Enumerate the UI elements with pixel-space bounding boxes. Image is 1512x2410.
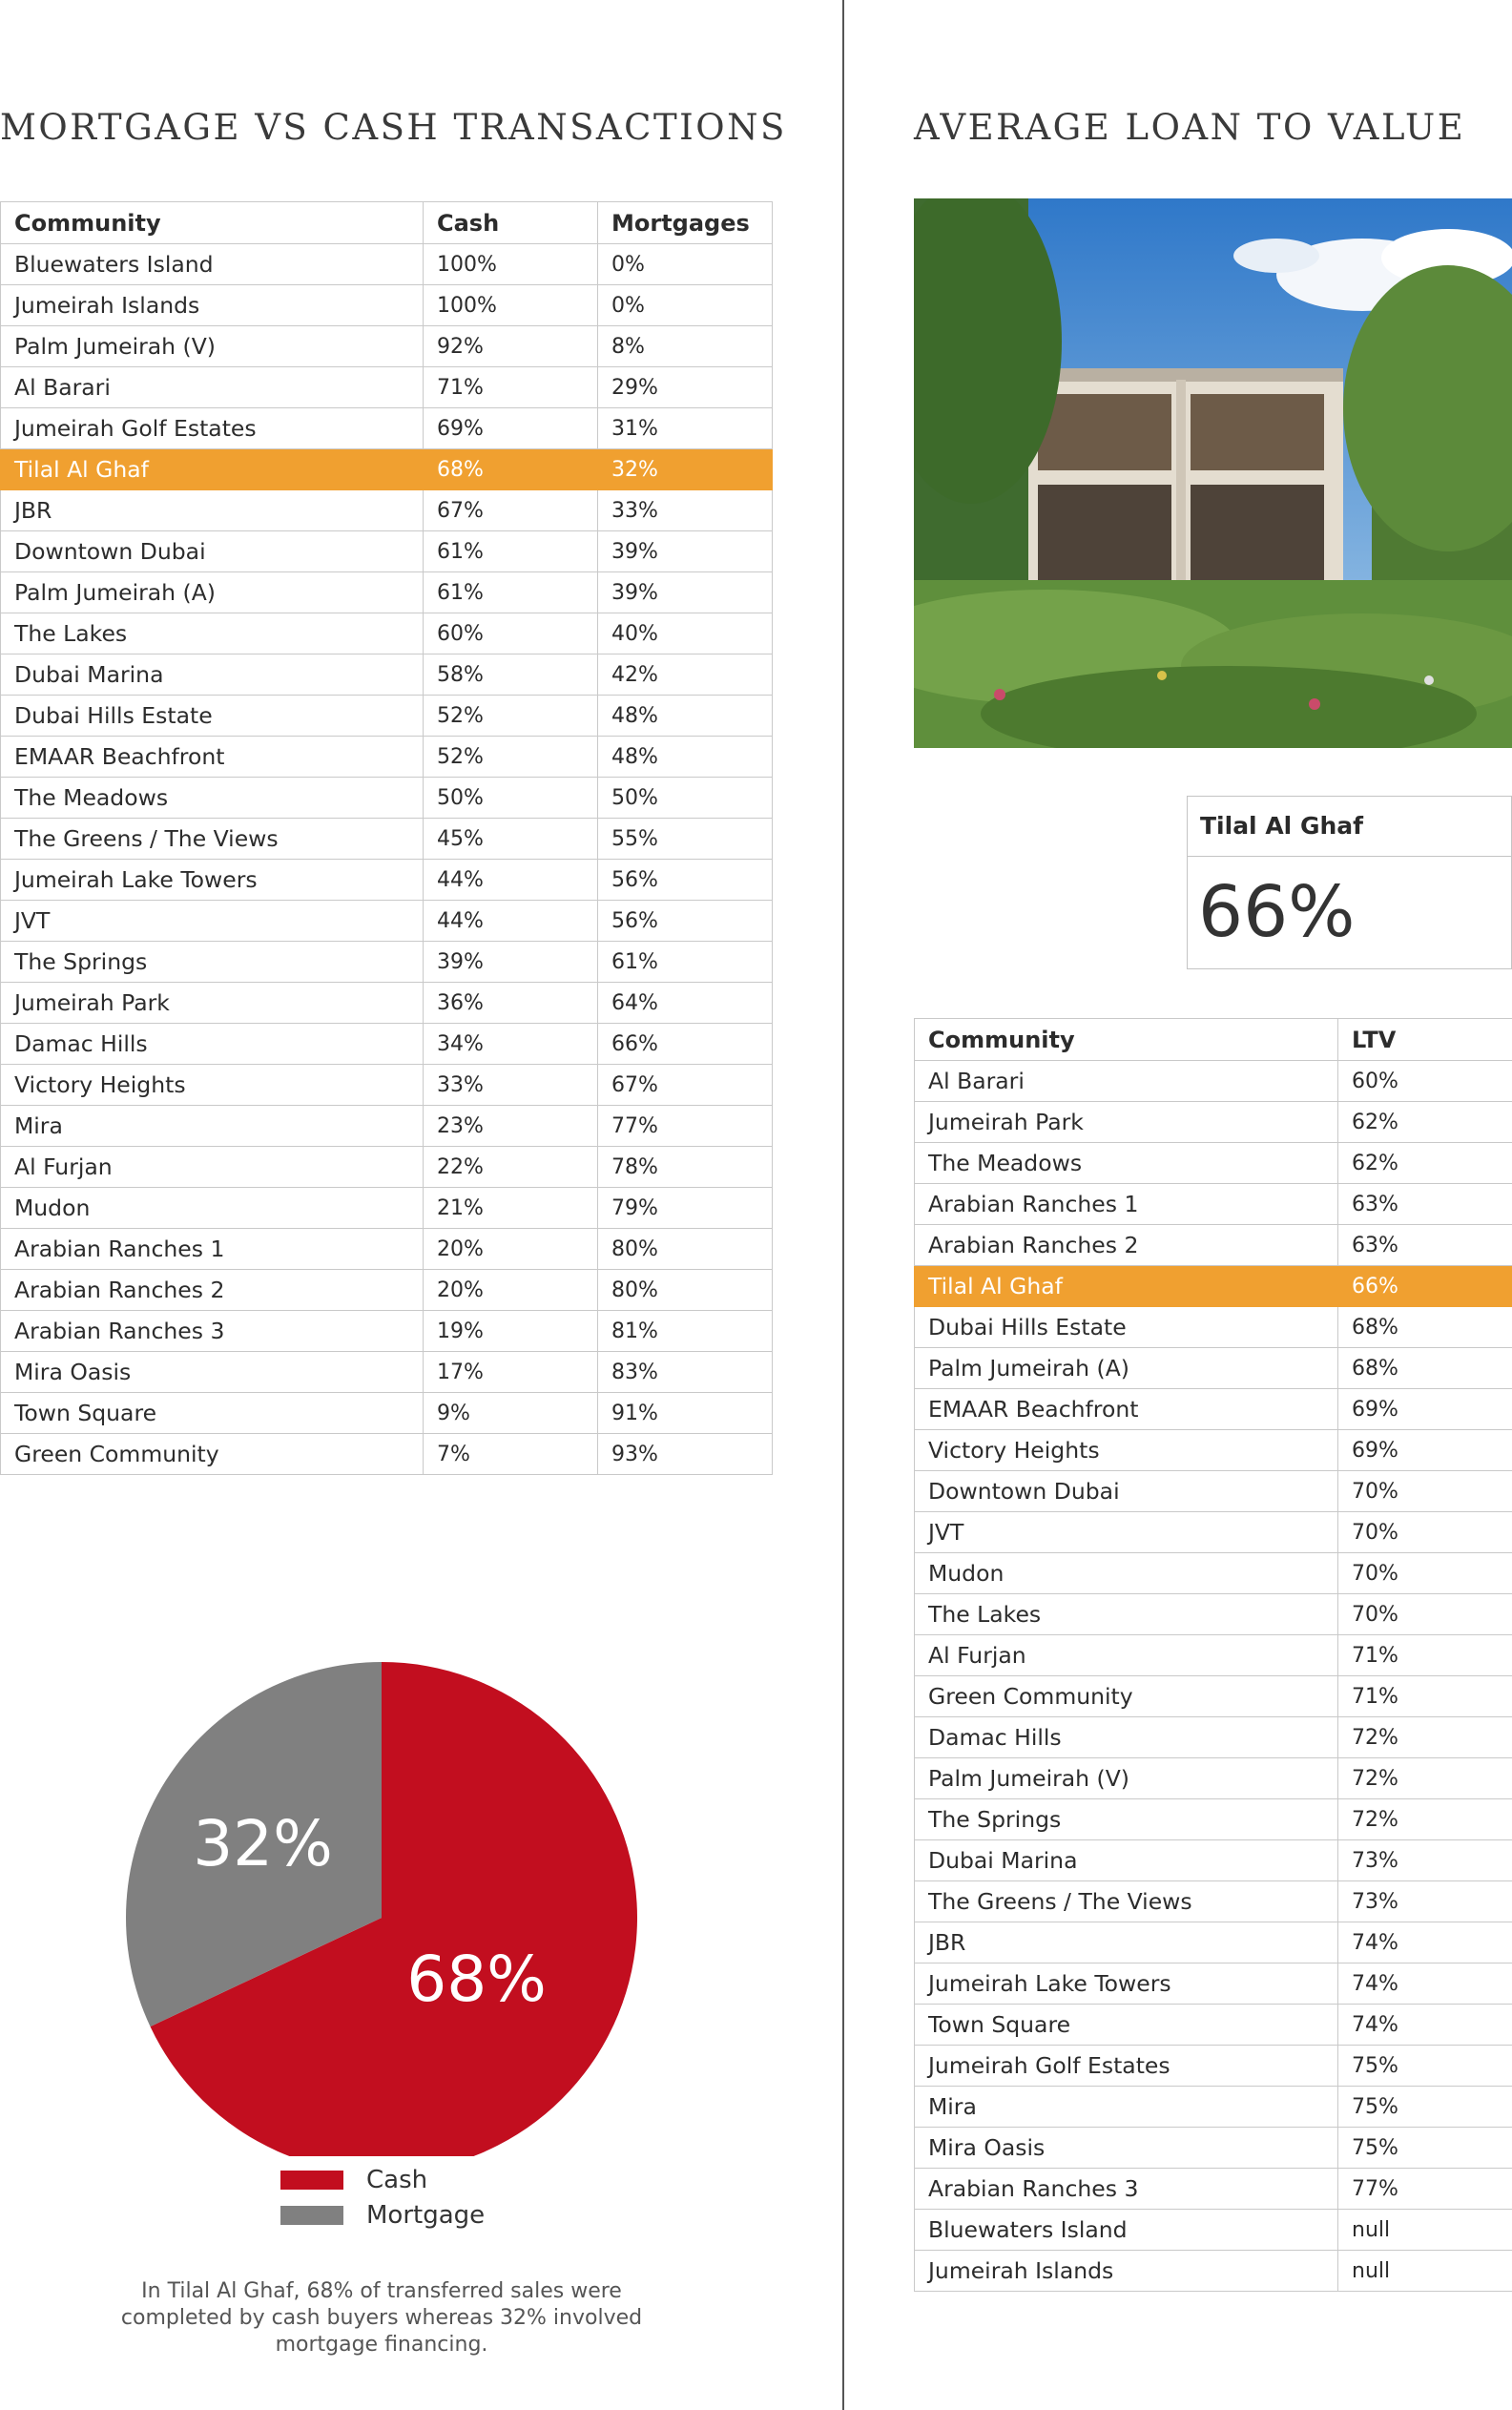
community-cell: Arabian Ranches 3 [915,2169,1338,2210]
table-row [1,819,773,860]
ltv-value-cell: 63% [1338,1184,1512,1225]
legend-label-cash: Cash [366,2165,428,2194]
table-row [915,1471,1512,1512]
cash-value-cell: 80% [598,1270,773,1311]
cash-value-cell: 34% [424,1024,598,1065]
cash-header-0: Community [1,202,424,244]
community-cell: Mudon [1,1188,424,1229]
cash-value-cell: 56% [598,901,773,942]
cash-value-cell: 61% [424,572,598,613]
table-row [915,2128,1512,2169]
table-row [1,531,773,572]
cash-value-cell: 78% [598,1147,773,1188]
table-row [1,1106,773,1147]
ltv-value-cell: 68% [1338,1348,1512,1389]
community-cell: Al Furjan [1,1147,424,1188]
community-cell: Dubai Hills Estate [915,1307,1338,1348]
ltv-value-cell: 63% [1338,1225,1512,1266]
community-cell: Jumeirah Golf Estates [915,2046,1338,2087]
ltv-value-cell: 70% [1338,1594,1512,1635]
table-row [1,572,773,613]
cash-value-cell: 7% [424,1434,598,1475]
table-row [915,2046,1512,2087]
ltv-value-cell: 72% [1338,1799,1512,1840]
community-cell: Al Barari [1,367,424,408]
cash-value-cell: 20% [424,1229,598,1270]
community-cell: Tilal Al Ghaf [1,449,424,490]
table-row [1,408,773,449]
cash-value-cell: 20% [424,1270,598,1311]
table-row [1,1311,773,1352]
table-row [915,1102,1512,1143]
community-cell: Jumeirah Park [1,983,424,1024]
cash-value-cell: 0% [598,285,773,326]
table-row [915,2251,1512,2292]
ltv-value-cell: 66% [1338,1266,1512,1307]
ltv-value-cell: 69% [1338,1430,1512,1471]
ltv-header-1: LTV [1338,1019,1512,1061]
community-cell: The Greens / The Views [915,1881,1338,1922]
mortgage-vs-cash-table [0,201,773,1475]
ltv-value-cell: 71% [1338,1676,1512,1717]
cash-value-cell: 61% [598,942,773,983]
table-row [1,1393,773,1434]
table-row [915,1266,1512,1307]
table-row [1,778,773,819]
table-row [1,901,773,942]
community-cell: Dubai Marina [1,654,424,696]
table-row [915,1799,1512,1840]
legend-item-mortgage [280,2197,485,2233]
pie-label-mortgage: 32% [193,1807,333,1881]
table-row [1,449,773,490]
community-cell: JVT [915,1512,1338,1553]
table-row [915,1307,1512,1348]
table-row [915,1512,1512,1553]
community-villa-photo [914,198,1512,748]
ltv-value-cell: 72% [1338,1758,1512,1799]
community-cell: Jumeirah Islands [1,285,424,326]
community-cell: The Greens / The Views [1,819,424,860]
cash-value-cell: 71% [424,367,598,408]
ltv-value-cell: 70% [1338,1512,1512,1553]
community-cell: Jumeirah Lake Towers [1,860,424,901]
community-cell: Green Community [915,1676,1338,1717]
cash-value-cell: 23% [424,1106,598,1147]
table-row [1,696,773,737]
cash-value-cell: 79% [598,1188,773,1229]
table-row [1,860,773,901]
cash-value-cell: 22% [424,1147,598,1188]
cash-value-cell: 68% [424,449,598,490]
table-row [915,1676,1512,1717]
cash-value-cell: 33% [598,490,773,531]
cash-vs-mortgage-pie-chart [0,1584,773,2156]
cash-value-cell: 32% [598,449,773,490]
ltv-card-label: Tilal Al Ghaf [1188,797,1511,857]
community-cell: Dubai Marina [915,1840,1338,1881]
community-cell: Palm Jumeirah (A) [1,572,424,613]
community-cell: Mira Oasis [1,1352,424,1393]
cash-value-cell: 0% [598,244,773,285]
table-row [915,2210,1512,2251]
community-cell: EMAAR Beachfront [915,1389,1338,1430]
community-cell: Palm Jumeirah (V) [915,1758,1338,1799]
cash-value-cell: 21% [424,1188,598,1229]
ltv-value-cell: 62% [1338,1102,1512,1143]
table-row [1,613,773,654]
ltv-value-cell: 74% [1338,1963,1512,2005]
pie-legend [280,2162,485,2233]
cash-value-cell: 52% [424,737,598,778]
cash-value-cell: 100% [424,285,598,326]
community-cell: Jumeirah Lake Towers [915,1963,1338,2005]
ltv-value-cell: null [1338,2251,1512,2292]
ltv-value-cell: 70% [1338,1553,1512,1594]
cash-value-cell: 52% [424,696,598,737]
ltv-value-cell: 71% [1338,1635,1512,1676]
table-row [1,654,773,696]
table-row [1,942,773,983]
community-cell: JBR [915,1922,1338,1963]
cash-value-cell: 93% [598,1434,773,1475]
ltv-value-cell: 70% [1338,1471,1512,1512]
community-cell: Green Community [1,1434,424,1475]
ltv-value-cell: 74% [1338,2005,1512,2046]
table-row [915,1143,1512,1184]
cash-value-cell: 40% [598,613,773,654]
cash-value-cell: 45% [424,819,598,860]
average-ltv-table [914,1018,1512,2292]
pie-label-cash: 68% [406,1943,547,2017]
ltv-value-cell: 73% [1338,1881,1512,1922]
table-row [1,1188,773,1229]
community-cell: Damac Hills [915,1717,1338,1758]
cash-value-cell: 80% [598,1229,773,1270]
community-cell: Victory Heights [1,1065,424,1106]
ltv-value-cell: 77% [1338,2169,1512,2210]
cash-value-cell: 36% [424,983,598,1024]
cash-value-cell: 50% [598,778,773,819]
table-row [915,1840,1512,1881]
average-ltv-title: AVERAGE LOAN TO VALUE [914,107,1466,148]
community-cell: Arabian Ranches 1 [915,1184,1338,1225]
community-cell: The Springs [915,1799,1338,1840]
community-cell: Palm Jumeirah (A) [915,1348,1338,1389]
table-row [1,490,773,531]
community-cell: Mira Oasis [915,2128,1338,2169]
pie-caption: In Tilal Al Ghaf, 68% of transferred sales were completed by cash buyers whereas 32% involved mortgage financing. [120,2279,643,2357]
cash-value-cell: 55% [598,819,773,860]
community-cell: Town Square [1,1393,424,1434]
cash-value-cell: 39% [598,572,773,613]
ltv-value-cell: 73% [1338,1840,1512,1881]
legend-item-cash [280,2162,485,2197]
community-cell: Downtown Dubai [915,1471,1338,1512]
table-row [1,1065,773,1106]
table-row [1,1270,773,1311]
community-cell: Jumeirah Islands [915,2251,1338,2292]
cash-header-1: Cash [424,202,598,244]
table-row [915,2087,1512,2128]
community-cell: Town Square [915,2005,1338,2046]
table-row [1,1352,773,1393]
table-row [1,285,773,326]
cash-header-2: Mortgages [598,202,773,244]
cash-value-cell: 39% [424,942,598,983]
cash-value-cell: 58% [424,654,598,696]
ltv-value-cell: 75% [1338,2046,1512,2087]
cash-value-cell: 67% [424,490,598,531]
cash-value-cell: 17% [424,1352,598,1393]
table-row [915,1389,1512,1430]
community-cell: EMAAR Beachfront [1,737,424,778]
table-row [1,326,773,367]
table-row [915,1922,1512,1963]
cash-value-cell: 66% [598,1024,773,1065]
cash-value-cell: 69% [424,408,598,449]
ltv-value-cell: 62% [1338,1143,1512,1184]
cash-value-cell: 19% [424,1311,598,1352]
table-row [1,244,773,285]
community-cell: Damac Hills [1,1024,424,1065]
cash-value-cell: 100% [424,244,598,285]
table-row [1,1434,773,1475]
legend-swatch-cash [280,2171,343,2190]
community-cell: Al Furjan [915,1635,1338,1676]
table-row [915,2169,1512,2210]
community-cell: Arabian Ranches 1 [1,1229,424,1270]
cash-value-cell: 61% [424,531,598,572]
community-cell: The Lakes [1,613,424,654]
column-divider [842,0,844,2410]
table-row [915,1225,1512,1266]
community-cell: Downtown Dubai [1,531,424,572]
table-row [1,737,773,778]
legend-label-mortgage: Mortgage [366,2200,486,2230]
community-cell: The Meadows [1,778,424,819]
cash-value-cell: 83% [598,1352,773,1393]
table-row [915,1881,1512,1922]
table-row [915,1184,1512,1225]
community-cell: JVT [1,901,424,942]
table-row [915,1594,1512,1635]
table-row [1,1024,773,1065]
cash-value-cell: 60% [424,613,598,654]
ltv-value-cell: 74% [1338,1922,1512,1963]
cash-value-cell: 33% [424,1065,598,1106]
cash-value-cell: 91% [598,1393,773,1434]
community-cell: The Springs [1,942,424,983]
table-row [915,1963,1512,2005]
cash-value-cell: 77% [598,1106,773,1147]
community-cell: JBR [1,490,424,531]
mortgage-vs-cash-title: MORTGAGE VS CASH TRANSACTIONS [0,107,787,148]
ltv-value-cell: 69% [1338,1389,1512,1430]
cash-value-cell: 92% [424,326,598,367]
ltv-value-cell: 72% [1338,1717,1512,1758]
community-cell: Tilal Al Ghaf [915,1266,1338,1307]
community-cell: Victory Heights [915,1430,1338,1471]
cash-value-cell: 64% [598,983,773,1024]
cash-value-cell: 31% [598,408,773,449]
community-cell: Arabian Ranches 2 [915,1225,1338,1266]
cash-value-cell: 39% [598,531,773,572]
ltv-header-0: Community [915,1019,1338,1061]
ltv-value-cell: null [1338,2210,1512,2251]
community-cell: Arabian Ranches 3 [1,1311,424,1352]
community-cell: Al Barari [915,1061,1338,1102]
table-row [915,1717,1512,1758]
ltv-value-cell: 75% [1338,2087,1512,2128]
cash-value-cell: 56% [598,860,773,901]
cash-value-cell: 48% [598,737,773,778]
table-row [915,1061,1512,1102]
table-row [1,367,773,408]
cash-value-cell: 8% [598,326,773,367]
community-cell: Arabian Ranches 2 [1,1270,424,1311]
cash-value-cell: 67% [598,1065,773,1106]
ltv-value-cell: 60% [1338,1061,1512,1102]
cash-value-cell: 44% [424,860,598,901]
community-cell: Mudon [915,1553,1338,1594]
cash-value-cell: 50% [424,778,598,819]
table-row [915,2005,1512,2046]
community-cell: The Lakes [915,1594,1338,1635]
table-row [915,1553,1512,1594]
community-cell: Jumeirah Golf Estates [1,408,424,449]
community-cell: Mira [1,1106,424,1147]
cash-value-cell: 44% [424,901,598,942]
cash-value-cell: 42% [598,654,773,696]
tilal-al-ghaf-ltv-card [1187,796,1512,969]
community-cell: Palm Jumeirah (V) [1,326,424,367]
cash-value-cell: 29% [598,367,773,408]
table-row [915,1348,1512,1389]
table-row [915,1430,1512,1471]
table-row [915,1758,1512,1799]
table-row [915,1635,1512,1676]
community-cell: Mira [915,2087,1338,2128]
community-cell: Bluewaters Island [915,2210,1338,2251]
ltv-value-cell: 68% [1338,1307,1512,1348]
table-row [1,1229,773,1270]
cash-value-cell: 9% [424,1393,598,1434]
cash-value-cell: 81% [598,1311,773,1352]
cash-value-cell: 48% [598,696,773,737]
legend-swatch-mortgage [280,2206,343,2225]
community-cell: The Meadows [915,1143,1338,1184]
community-cell: Dubai Hills Estate [1,696,424,737]
community-cell: Jumeirah Park [915,1102,1338,1143]
table-row [1,1147,773,1188]
ltv-value-cell: 75% [1338,2128,1512,2169]
table-row [1,983,773,1024]
community-cell: Bluewaters Island [1,244,424,285]
ltv-card-value: 66% [1198,871,1356,953]
